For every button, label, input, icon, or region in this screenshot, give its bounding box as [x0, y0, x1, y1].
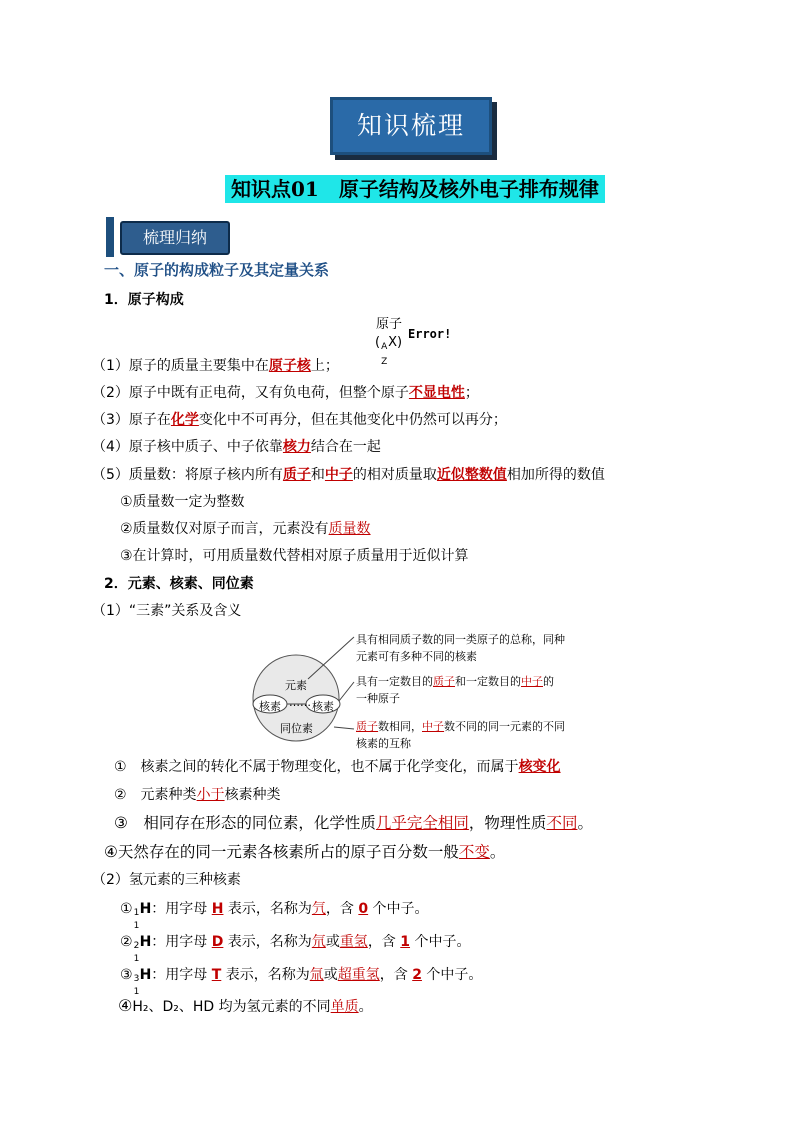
question-2: （2）氢元素的三种核素	[92, 872, 241, 888]
formula-atom-label: 原子	[376, 317, 403, 332]
subheading-atom-structure: 1．原子构成	[104, 292, 184, 308]
fact-3: ③ 相同存在形态的同位素，化学性质几乎完全相同，物理性质不同。	[114, 814, 593, 832]
subheading-element-nuclide: 2．元素、核素、同位素	[104, 576, 254, 592]
knowledge-point-title: 知识点01 原子结构及核外电子排布规律	[225, 175, 605, 203]
section-tag-label: 梳理归纳	[142, 228, 207, 247]
diagram-dots: ……	[289, 696, 311, 709]
question-1: （1）“三素”关系及含义	[92, 603, 242, 619]
pointer-line-2	[339, 682, 354, 701]
fact-1: ① 核素之间的转化不属于物理变化，也不属于化学变化，而属于核变化	[114, 759, 561, 775]
isotope-deuterium: ② 2 1 H：用字母 D 表示，名称为氘或重氢，含 1 个中子。	[120, 934, 471, 964]
pointer-line-3	[334, 727, 354, 729]
section-tag-bar	[106, 217, 114, 257]
diagram-note-2a: 具有一定数目的质子和一定数目的中子的	[356, 675, 554, 688]
formula-error: Error!	[408, 327, 452, 341]
section-tag	[120, 221, 230, 255]
diagram-note-1b: 元素可有多种不同的核素	[356, 650, 477, 663]
item-1: （1）原子的质量主要集中在原子核上；	[92, 358, 339, 374]
part1-heading: 一、原子的构成粒子及其定量关系	[104, 261, 330, 279]
diagram-center-label: 元素	[285, 679, 307, 692]
note-1: ①质量数一定为整数	[120, 494, 245, 510]
item-5: （5）质量数：将原子核内所有质子和中子的相对质量取近似整数值相加所得的数值	[92, 467, 605, 483]
item-4: （4）原子核中质子、中子依靠核力结合在一起	[92, 439, 381, 455]
section-title: 知识梳理	[356, 111, 465, 140]
diagram-right-label: 核素	[312, 700, 334, 713]
fact-2: ② 元素种类小于核素种类	[114, 787, 281, 803]
fact-4: ④天然存在的同一元素各核素所占的原子百分数一般不变。	[104, 843, 506, 861]
item-2: （2）原子中既有正电荷，又有负电荷，但整个原子不显电性；	[92, 385, 479, 401]
diagram-note-1a: 具有相同质子数的同一类原子的总称，同种	[356, 633, 565, 646]
diagram-note-3b: 核素的互称	[356, 737, 411, 750]
formula-notation: ( A Z X)	[375, 335, 403, 367]
diagram-bottom-label: 同位素	[280, 722, 313, 735]
isotope-protium: ① 1 1 H：用字母 H 表示，名称为氕，含 0 个中子。	[120, 901, 429, 931]
note-3: ③在计算时，可用质量数代替相对原子质量用于近似计算	[120, 548, 469, 564]
item-3: （3）原子在化学变化中不可再分，但在其他变化中仍然可以再分；	[92, 412, 507, 428]
diagram-left-label: 核素	[259, 700, 281, 713]
section-title-box	[330, 97, 492, 155]
note-2: ②质量数仅对原子而言，元素没有质量数	[120, 521, 371, 537]
diagram-note-2b: 一种原子	[356, 692, 400, 705]
isotope-summary: ④H₂、D₂、HD 均为氢元素的不同单质。	[118, 996, 373, 1015]
diagram-note-3a: 质子数相同，中子数不同的同一元素的不同	[356, 720, 565, 733]
isotope-tritium: ③ 3 1 H：用字母 T 表示，名称为氚或超重氢，含 2 个中子。	[120, 967, 483, 997]
